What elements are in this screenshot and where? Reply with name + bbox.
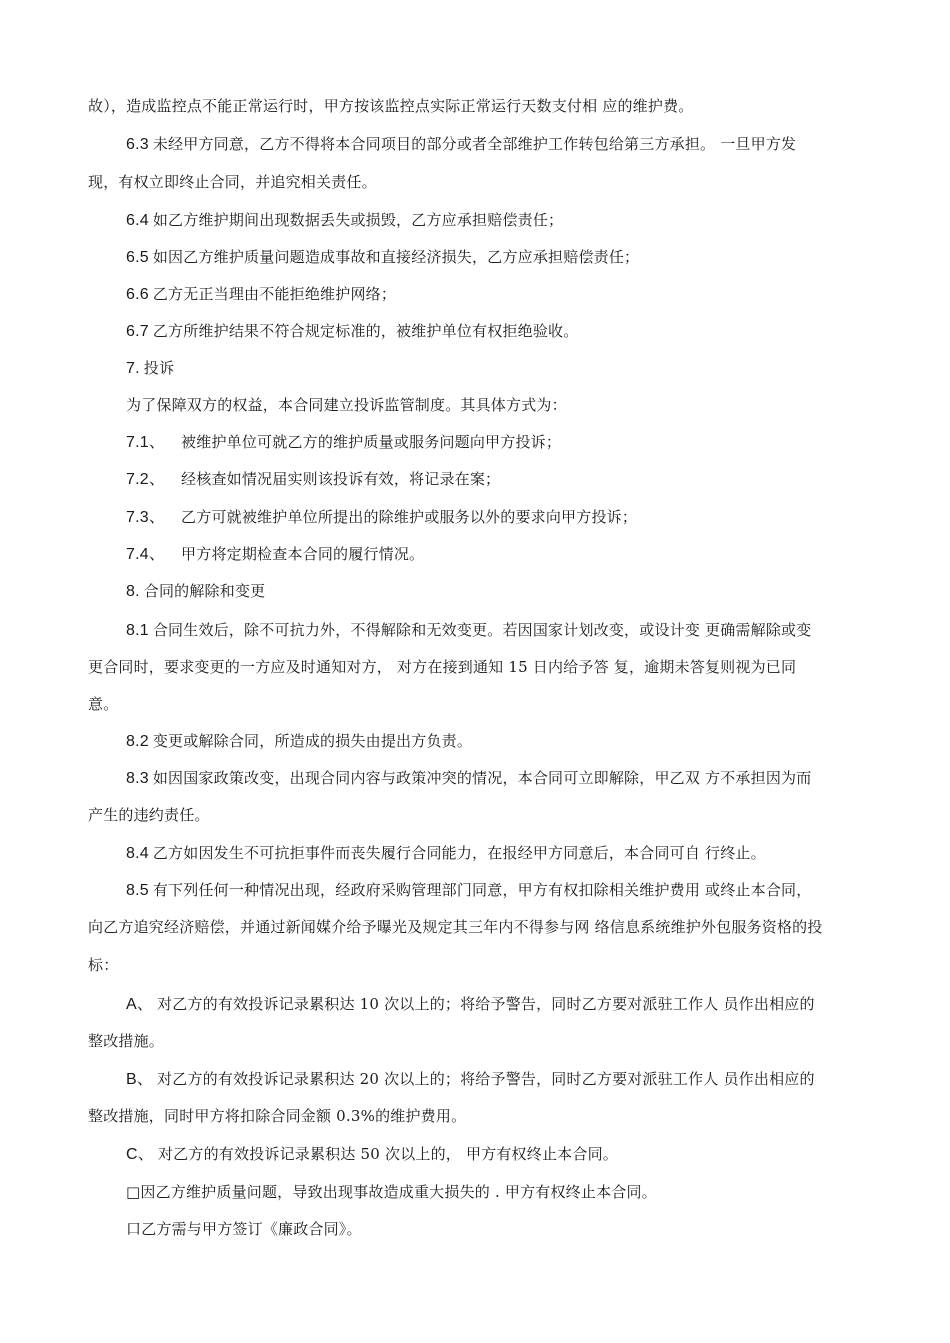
clause-8-4 <box>126 843 766 864</box>
text-line: 产生的违约责任。 <box>88 806 210 824</box>
clause-number: 7.2、 <box>126 471 166 488</box>
item-marker: C、 <box>126 1146 154 1163</box>
text-line: 现，有权立即终止合同，并追究相关责任。 <box>88 173 377 191</box>
clause-text: 乙方所维护结果不符合规定标准的，被维护单位有权拒绝验收。 <box>152 322 579 340</box>
item-marker: B、 <box>126 1071 154 1088</box>
clause-text: 如因乙方维护质量问题造成事故和直接经济损失，乙方应承担赔偿责任； <box>152 248 640 266</box>
clause-8-2 <box>126 731 472 752</box>
text-line: 整改措施。 <box>88 1032 165 1050</box>
clause-number: 8.5 <box>126 882 149 899</box>
section-title: 合同的解除和变更 <box>143 582 266 600</box>
clause-text: 合同生效后，除不可抗力外，不得解除和无效变更。若因国家计划改变，或设计变 更确需解除或变 <box>152 621 812 639</box>
checkbox-item-integrity-contract: 口乙方需与甲方签订《廉政合同》。 <box>126 1220 362 1238</box>
clause-6-7 <box>126 321 578 342</box>
clause-number: 8.1 <box>126 622 149 639</box>
clause-8-1 <box>126 620 811 641</box>
clause-7-2 <box>126 469 500 490</box>
text-line: 向乙方追究经济赔偿，并通过新闻媒介给予曝光及规定其三年内不得参与网 络信息系统维护外包服务资格的投 <box>88 918 823 936</box>
item-b <box>126 1069 815 1090</box>
clause-number: 8.4 <box>126 845 149 862</box>
text-line: 更合同时，要求变更的一方应及时通知对方， 对方在接到通知 15 日内给予答 复，逾期未答复则视为已同 <box>88 658 797 676</box>
text-line: 标： <box>88 956 119 974</box>
clause-number: 6.5 <box>126 249 149 266</box>
section-number: 7. <box>126 360 140 377</box>
clause-text: 乙方可就被维护单位所提出的除维护或服务以外的要求向甲方投诉； <box>181 508 638 526</box>
clause-text: 甲方将定期检查本合同的履行情况。 <box>181 545 425 563</box>
clause-7-4 <box>126 544 424 565</box>
clause-text: 变更或解除合同，所造成的损失由提出方负责。 <box>152 732 473 750</box>
clause-number: 6.7 <box>126 323 149 340</box>
clause-number: 6.3 <box>126 136 149 153</box>
clause-8-5 <box>126 880 811 901</box>
clause-number: 7.3、 <box>126 509 166 526</box>
text-line: 意。 <box>88 695 119 713</box>
clause-6-6 <box>126 284 396 305</box>
item-a <box>126 994 815 1015</box>
text-line: 整改措施，同时甲方将扣除合同金额 0.3%的维护费用。 <box>88 1107 467 1125</box>
section-number: 8. <box>126 583 140 600</box>
clause-text: 有下列任何一种情况出现，经政府采购管理部门同意，甲方有权扣除相关维护费用 或终止本合同， <box>152 881 812 899</box>
item-text: 对乙方的有效投诉记录累积达 50 次以上的， 甲方有权终止本合同。 <box>157 1145 618 1163</box>
clause-6-3 <box>126 134 796 155</box>
section-heading-7 <box>126 358 174 379</box>
clause-text: 乙方如因发生不可抗拒事件而丧失履行合同能力，在报经甲方同意后，本合同可自 行终止。 <box>152 844 766 862</box>
clause-number: 8.3 <box>126 770 149 787</box>
clause-text: 未经甲方同意，乙方不得将本合同项目的部分或者全部维护工作转包给第三方承担。 一旦甲方发 <box>152 135 797 153</box>
clause-text: 如乙方维护期间出现数据丢失或损毁，乙方应承担赔偿责任； <box>152 211 564 229</box>
item-c <box>126 1144 618 1165</box>
clause-7-1 <box>126 432 561 453</box>
clause-number: 8.2 <box>126 733 149 750</box>
clause-text: 如因国家政策改变，出现合同内容与政策冲突的情况，本合同可立即解除，甲乙双 方不承担因为而 <box>152 769 812 787</box>
clause-text: 被维护单位可就乙方的维护质量或服务问题向甲方投诉； <box>181 433 562 451</box>
text-line: 故），造成监控点不能正常运行时，甲方按该监控点实际正常运行天数支付相 应的维护费。 <box>88 97 694 115</box>
clause-number: 7.1、 <box>126 434 166 451</box>
item-text: 对乙方的有效投诉记录累积达 20 次以上的；将给予警告，同时乙方要对派驻工作人 员作出相应的 <box>157 1070 815 1088</box>
clause-number: 6.4 <box>126 212 149 229</box>
clause-text: 乙方无正当理由不能拒绝维护网络； <box>152 285 397 303</box>
clause-text: 经核查如情况届实则该投诉有效，将记录在案； <box>181 470 501 488</box>
clause-6-4 <box>126 210 563 231</box>
clause-6-5 <box>126 247 639 268</box>
clause-number: 7.4、 <box>126 546 166 563</box>
section-heading-8 <box>126 581 265 602</box>
clause-7-3 <box>126 507 637 528</box>
text-line: 为了保障双方的权益，本合同建立投诉监管制度。其具体方式为： <box>126 396 567 414</box>
section-title: 投诉 <box>143 359 175 377</box>
item-text: 对乙方的有效投诉记录累积达 10 次以上的；将给予警告，同时乙方要对派驻工作人 员作出相应的 <box>157 995 815 1013</box>
clause-8-3 <box>126 768 811 789</box>
item-marker: A、 <box>126 996 154 1013</box>
clause-number: 6.6 <box>126 286 149 303</box>
checkbox-item-major-loss: □因乙方维护质量问题，导致出现事故造成重大损失的 . 甲方有权终止本合同。 <box>126 1183 657 1201</box>
